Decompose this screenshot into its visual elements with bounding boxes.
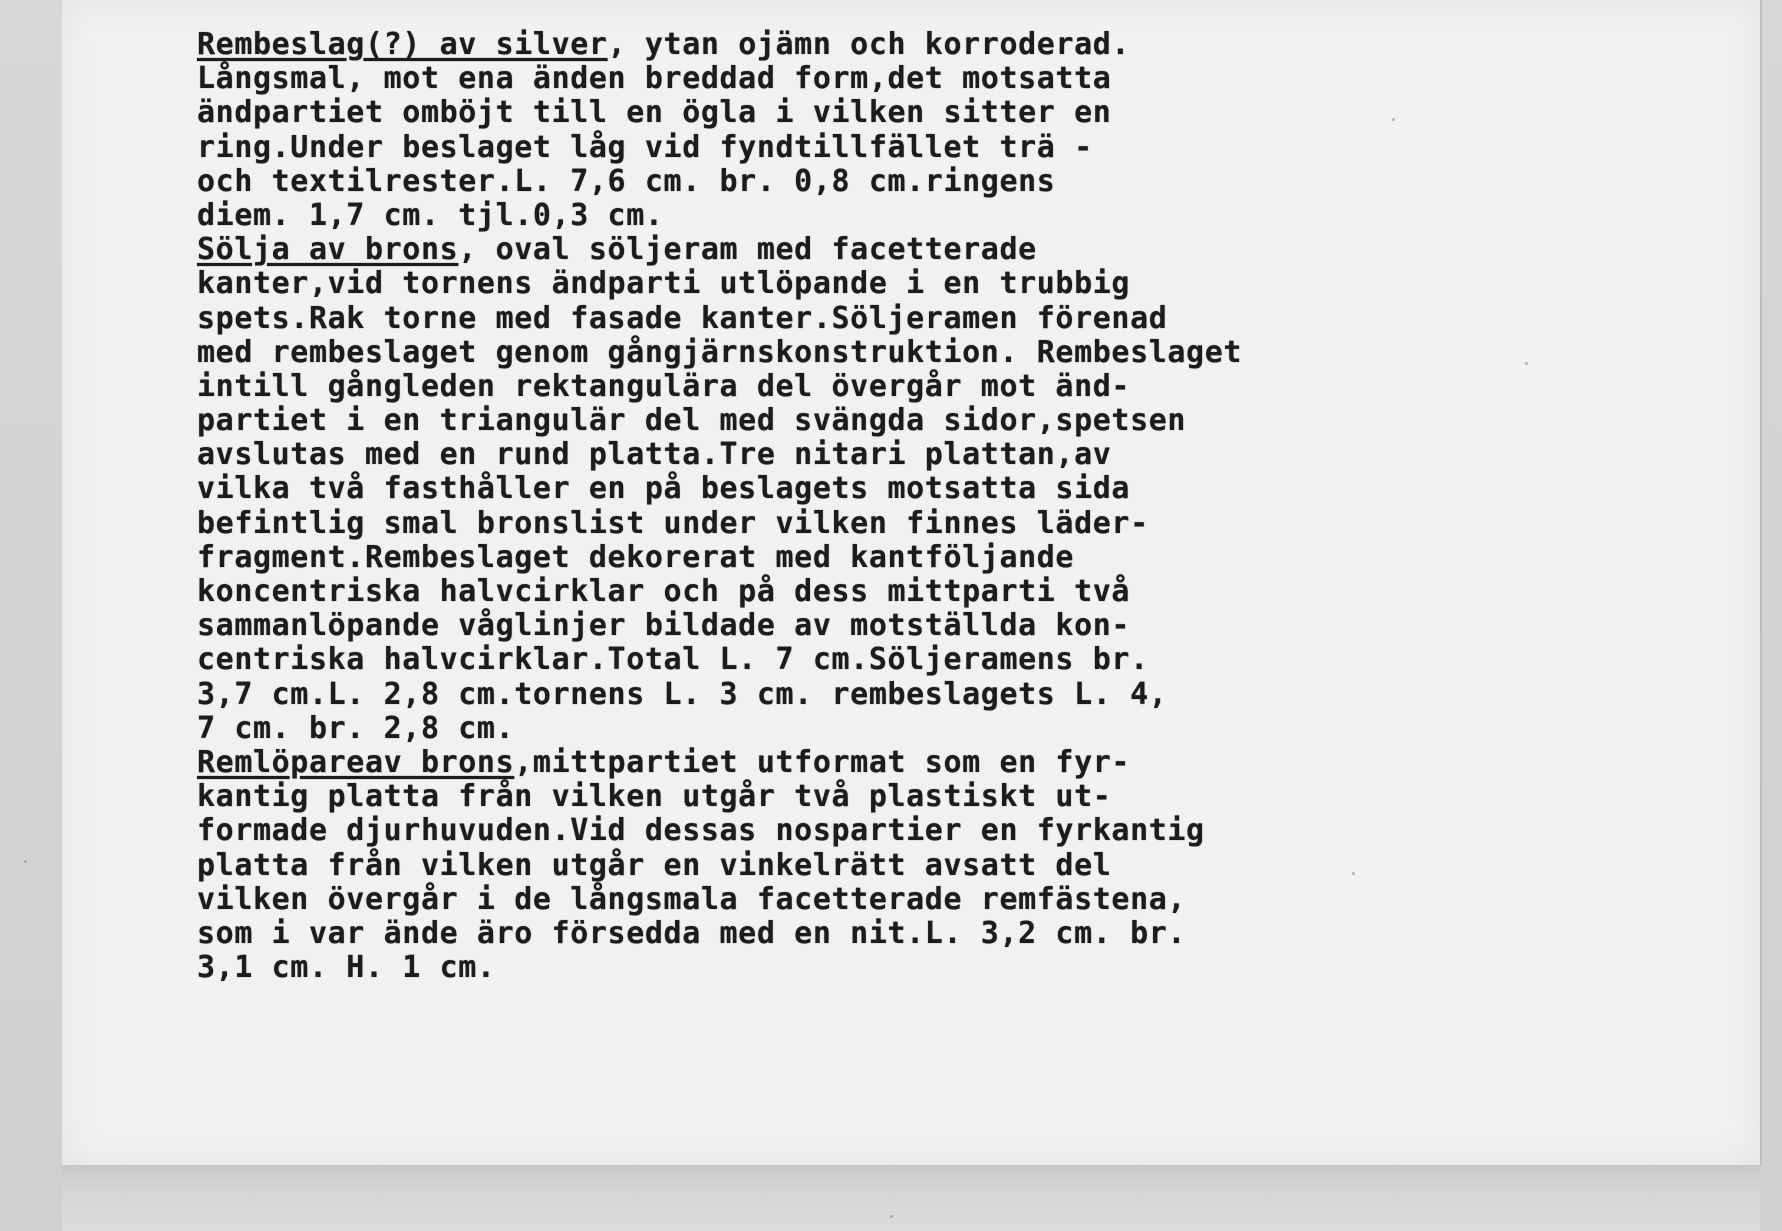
text-line xyxy=(197,404,1717,438)
line-text: kantig platta från vilken utgår två plastiskt ut- xyxy=(197,779,1112,815)
line-text: partiet i en triangulär del med svängda sidor,spetsen xyxy=(197,403,1187,439)
dust-speck xyxy=(24,860,27,863)
line-text: koncentriska halvcirklar och på dess mittparti två xyxy=(197,574,1131,609)
line-text: befintlig smal bronslist under vilken finnes läder- xyxy=(197,505,1149,541)
text-line xyxy=(197,233,1717,267)
text-line xyxy=(197,131,1717,165)
text-line xyxy=(197,302,1717,336)
line-text: ,mittpartiet utformat som en fyr- xyxy=(514,744,1131,780)
line-text: ring.Under beslaget låg vid fyndtillfället trä - xyxy=(197,129,1093,165)
text-line xyxy=(197,849,1717,883)
line-text: kanter,vid tornens ändparti utlöpande i en trubbig xyxy=(197,266,1131,302)
line-text: Långsmal, mot ena änden breddad form,det motsatta xyxy=(197,61,1112,97)
line-text: vilka två fasthåller en på beslagets motsatta sida xyxy=(197,471,1131,507)
line-text: ändpartiet omböjt till en ögla i vilken sitter en xyxy=(197,95,1112,131)
text-line xyxy=(197,199,1717,233)
text-line xyxy=(197,883,1717,917)
line-text: 3,7 cm.L. 2,8 cm.tornens L. 3 cm. rembeslagets L. 4, xyxy=(197,676,1168,712)
item-heading: Sölja av brons xyxy=(197,232,459,268)
text-line xyxy=(197,336,1717,370)
item-heading: Remlöpareav brons xyxy=(197,744,515,780)
line-text: formade djurhuvuden.Vid dessas nospartier en fyrkantig xyxy=(197,813,1205,849)
line-text: 7 cm. br. 2,8 cm. xyxy=(197,710,515,746)
line-text: centriska halvcirklar.Total L. 7 cm.Söljeramens br. xyxy=(197,642,1149,678)
text-line xyxy=(197,541,1717,575)
card-bottom-shadow xyxy=(62,1165,1760,1231)
line-text: med rembeslaget genom gångjärnskonstruktion. Rembeslaget xyxy=(197,334,1243,370)
text-line xyxy=(197,62,1717,96)
text-line xyxy=(197,951,1717,985)
text-line xyxy=(197,370,1717,404)
line-text: diem. 1,7 cm. tjl.0,3 cm. xyxy=(197,197,664,233)
text-line xyxy=(197,438,1717,472)
text-line xyxy=(197,609,1717,643)
text-line xyxy=(197,712,1717,746)
text-line xyxy=(197,814,1717,848)
dust-speck xyxy=(890,1215,893,1218)
line-text: som i var ände äro försedda med en nit.L. 3,2 cm. br. xyxy=(197,915,1187,951)
text-line xyxy=(197,575,1717,609)
line-text: fragment.Rembeslaget dekorerat med kantföljande xyxy=(197,539,1075,575)
line-text: spets.Rak torne med fasade kanter.Söljeramen förenad xyxy=(197,300,1168,336)
line-text: 3,1 cm. H. 1 cm. xyxy=(197,950,496,986)
text-line xyxy=(197,780,1717,814)
text-line xyxy=(197,643,1717,677)
line-text: , ytan ojämn och korroderad. xyxy=(607,27,1131,62)
item-heading: Rembeslag(?) av silver xyxy=(197,27,608,62)
text-line xyxy=(197,678,1717,712)
text-line xyxy=(197,746,1717,780)
line-text: intill gångleden rektangulära del övergår mot änd- xyxy=(197,368,1131,404)
line-text: , oval söljeram med facetterade xyxy=(458,232,1037,268)
text-line xyxy=(197,472,1717,506)
line-text: och textilrester.L. 7,6 cm. br. 0,8 cm.ringens xyxy=(197,163,1056,199)
line-text: sammanlöpande våglinjer bildade av motställda kon- xyxy=(197,608,1131,644)
text-line xyxy=(197,267,1717,301)
line-text: avslutas med en rund platta.Tre nitari plattan,av xyxy=(197,437,1112,473)
line-text: vilken övergår i de långsmala facetterade remfästena, xyxy=(197,881,1187,917)
text-line xyxy=(197,96,1717,130)
text-line xyxy=(197,165,1717,199)
text-line xyxy=(197,917,1717,951)
typewritten-text xyxy=(197,28,1717,985)
line-text: platta från vilken utgår en vinkelrätt avsatt del xyxy=(197,847,1112,883)
text-line xyxy=(197,28,1717,62)
text-line xyxy=(197,507,1717,541)
